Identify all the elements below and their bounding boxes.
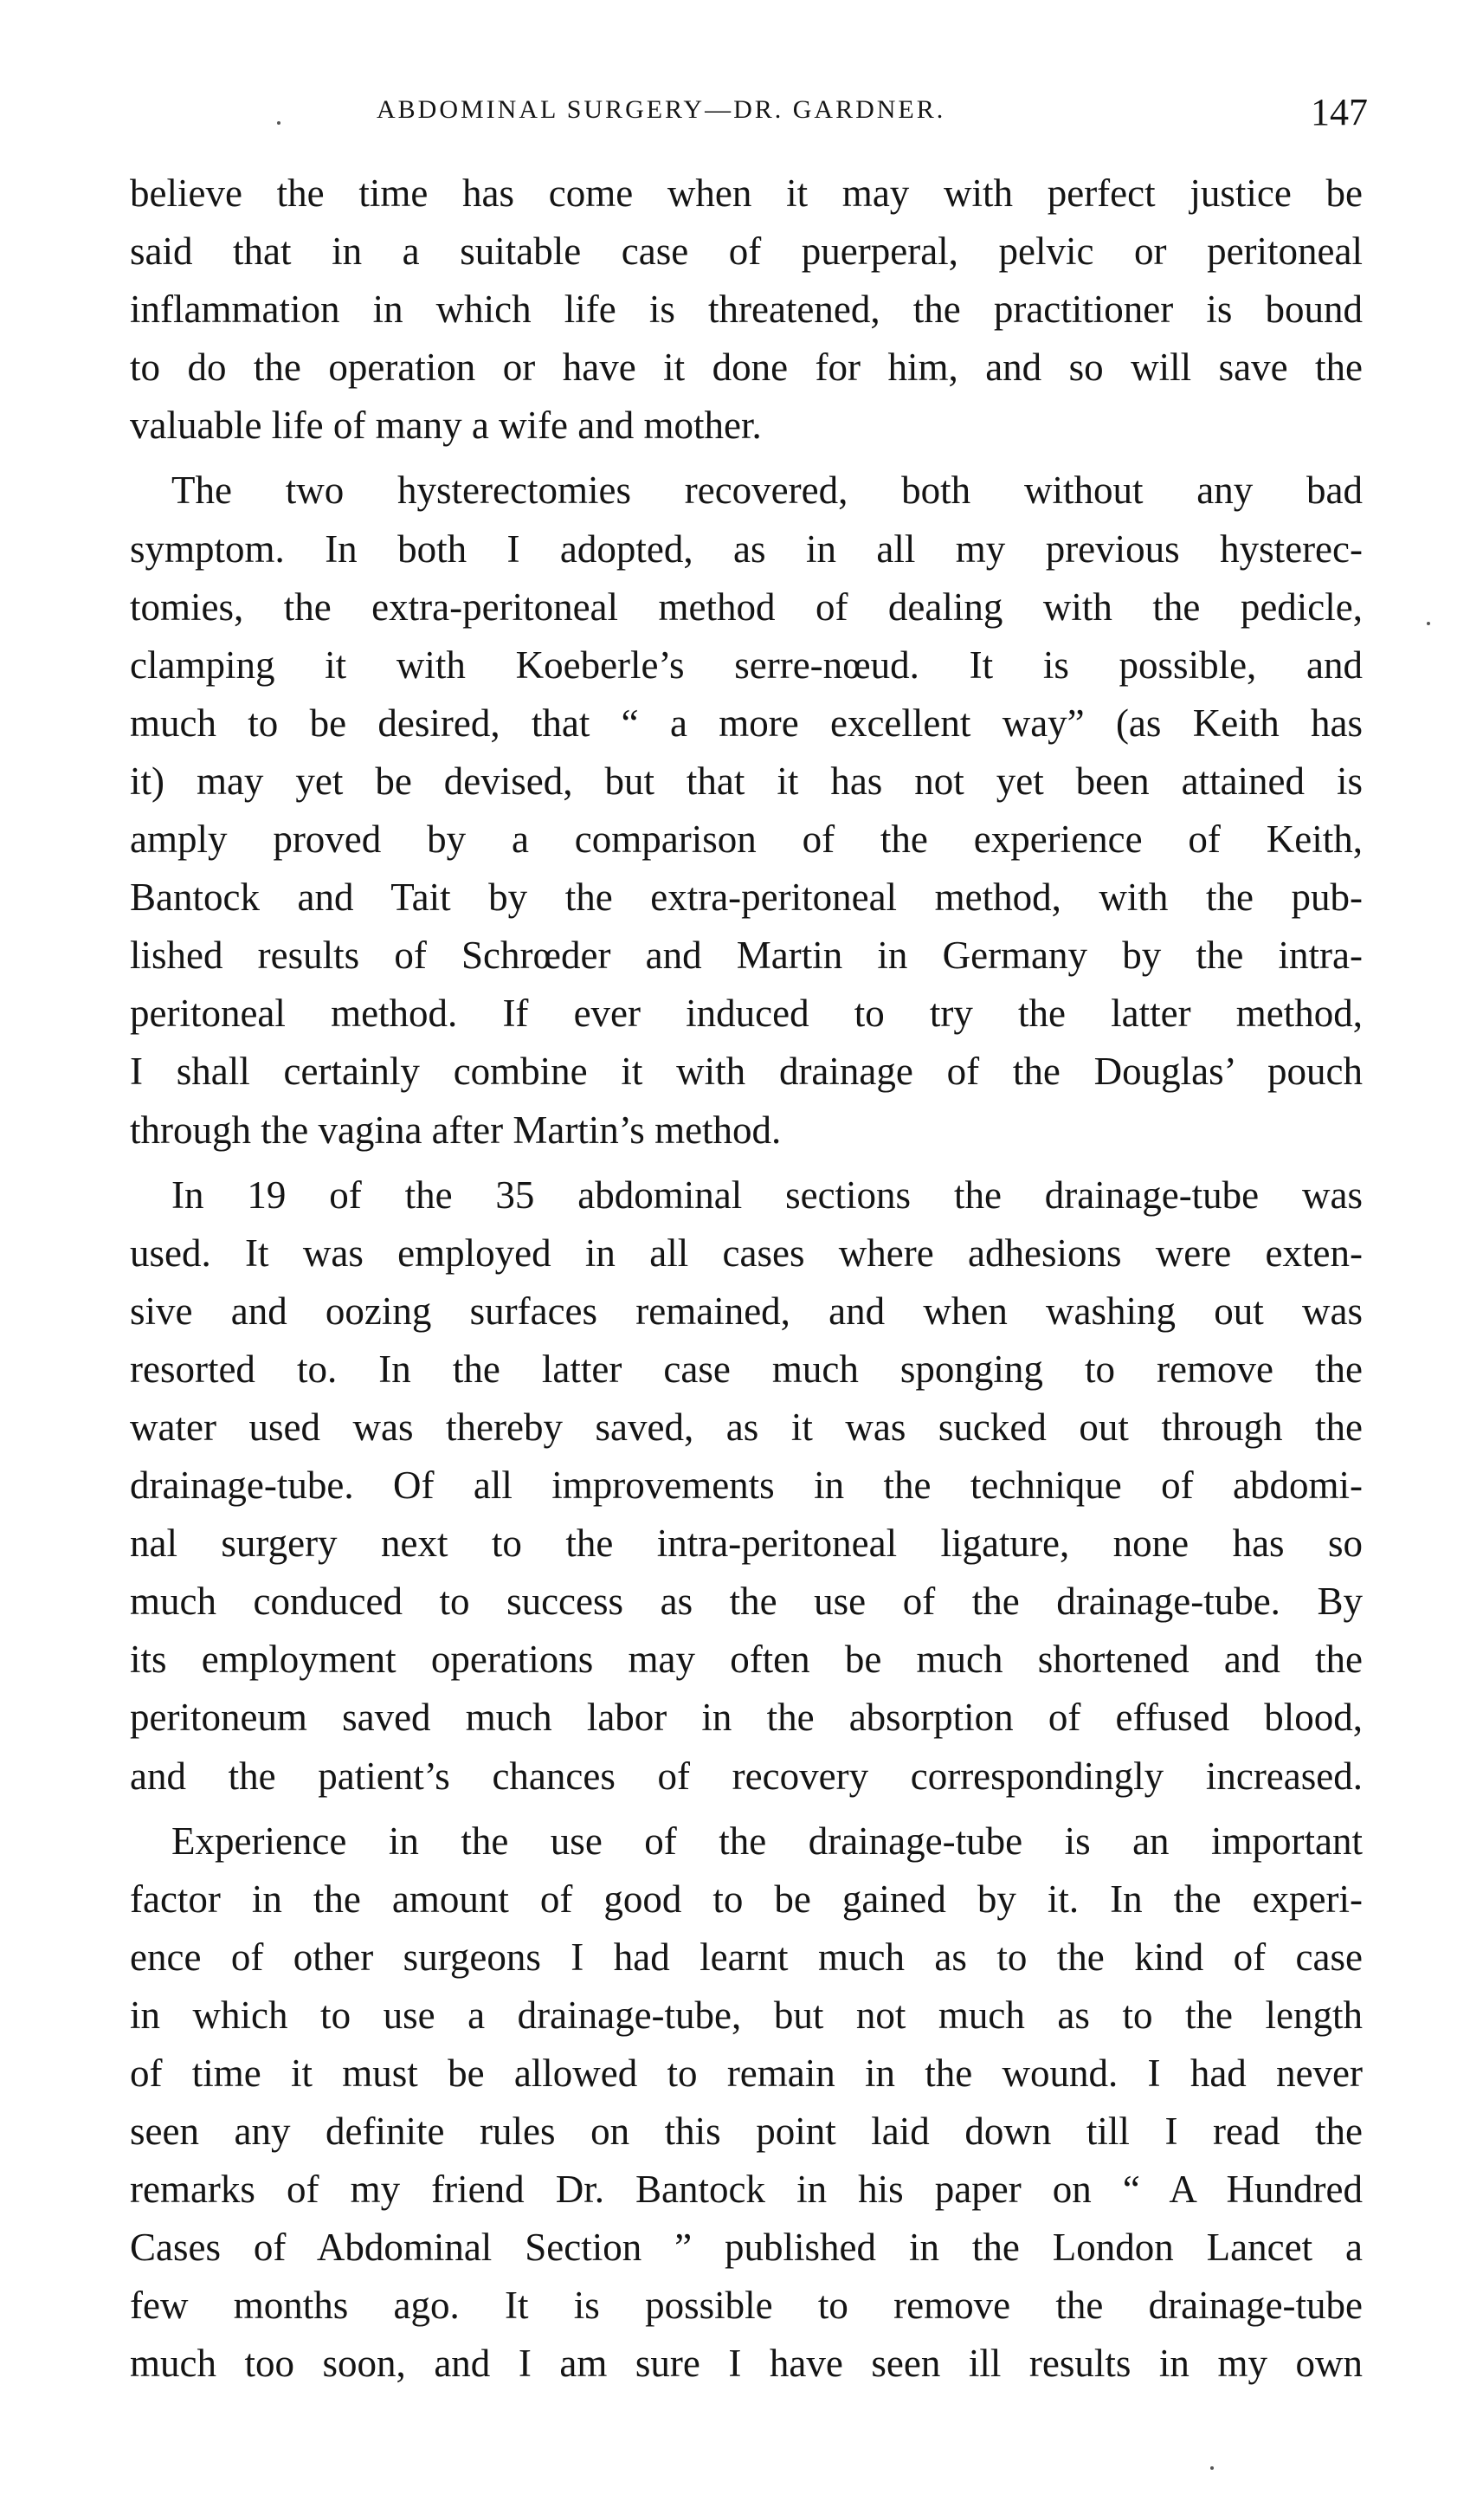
text-line: water used was thereby saved, as it was sucked out through the bbox=[130, 1405, 1363, 1449]
text-line: peritoneal method. If ever induced to try the latter method, bbox=[130, 992, 1363, 1036]
text-line: Cases of Abdominal Section ” published in the London Lancet a bbox=[130, 2226, 1363, 2270]
text-line: sive and oozing surfaces remained, and when washing out was bbox=[130, 1289, 1363, 1333]
running-head bbox=[130, 90, 1377, 142]
text-line: said that in a suitable case of puerperal, pelvic or peritoneal bbox=[130, 229, 1363, 274]
text-line: used. It was employed in all cases where adhesions were exten- bbox=[130, 1231, 1363, 1275]
text-line: in which to use a drainage-tube, but not much as to the length bbox=[130, 1993, 1363, 2037]
text-line: inflammation in which life is threatened, the practitioner is bound bbox=[130, 288, 1363, 332]
text-line: clamping it with Koeberle’s serre-nœud. It is possible, and bbox=[130, 643, 1363, 687]
text-line: factor in the amount of good to be gained by it. In the experi- bbox=[130, 1877, 1363, 1921]
text-line: ence of other surgeons I had learnt much as to the kind of case bbox=[130, 1935, 1363, 1979]
text-line: In 19 of the 35 abdominal sections the drainage-tube was bbox=[171, 1173, 1363, 1217]
text-line: much too soon, and I am sure I have seen ill results in my own bbox=[130, 2342, 1363, 2386]
body-text bbox=[130, 165, 1363, 2394]
text-line: drainage-tube. Of all improvements in the technique of abdomi- bbox=[130, 1464, 1363, 1508]
text-line: symptom. In both I adopted, as in all my previous hysterec- bbox=[130, 527, 1363, 571]
print-speck bbox=[1210, 2466, 1214, 2470]
text-line: its employment operations may often be much shortened and the bbox=[130, 1638, 1363, 1682]
text-line: believe the time has come when it may with perfect justice be bbox=[130, 171, 1363, 215]
text-line: valuable life of many a wife and mother. bbox=[130, 404, 762, 448]
paragraph-4 bbox=[130, 1812, 1363, 2394]
text-line: I shall certainly combine it with drainage of the Douglas’ pouch bbox=[130, 1050, 1363, 1094]
text-line: it) may yet be devised, but that it has not yet been attained is bbox=[130, 759, 1363, 803]
print-speck bbox=[1427, 622, 1430, 625]
text-line: and the patient’s chances of recovery correspondingly increased. bbox=[130, 1754, 1363, 1798]
text-line: Experience in the use of the drainage-tube is an important bbox=[171, 1819, 1363, 1863]
print-speck bbox=[277, 121, 280, 125]
page-number: 147 bbox=[1311, 91, 1368, 133]
text-line: seen any definite rules on this point laid down till I read the bbox=[130, 2110, 1363, 2154]
text-line: Bantock and Tait by the extra-peritoneal method, with the pub- bbox=[130, 876, 1363, 920]
text-line: much conduced to success as the use of the drainage-tube. By bbox=[130, 1580, 1363, 1624]
text-line: much to be desired, that “ a more excellent way” (as Keith has bbox=[130, 701, 1363, 745]
text-line: peritoneum saved much labor in the absorption of effused blood, bbox=[130, 1696, 1363, 1740]
text-line: to do the operation or have it done for him, and so will save the bbox=[130, 346, 1363, 390]
text-line: remarks of my friend Dr. Bantock in his paper on “ A Hundred bbox=[130, 2168, 1363, 2212]
running-title: ABDOMINAL SURGERY—DR. GARDNER. bbox=[377, 95, 946, 124]
paragraph-3 bbox=[130, 1166, 1363, 1806]
text-line: lished results of Schrœder and Martin in Germany by the intra- bbox=[130, 934, 1363, 978]
text-line: few months ago. It is possible to remove the drainage-tube bbox=[130, 2284, 1363, 2328]
text-line: through the vagina after Martin’s method. bbox=[130, 1108, 782, 1152]
paragraph-2 bbox=[130, 462, 1363, 1159]
text-line: nal surgery next to the intra-peritoneal ligature, none has so bbox=[130, 1522, 1363, 1566]
text-line: The two hysterectomies recovered, both without any bad bbox=[171, 468, 1363, 513]
text-line: resorted to. In the latter case much sponging to remove the bbox=[130, 1347, 1363, 1391]
text-line: tomies, the extra-peritoneal method of dealing with the pedicle, bbox=[130, 585, 1363, 629]
paragraph-1 bbox=[130, 165, 1363, 455]
text-line: of time it must be allowed to remain in the wound. I had never bbox=[130, 2052, 1363, 2095]
text-line: amply proved by a comparison of the experience of Keith, bbox=[130, 817, 1363, 862]
